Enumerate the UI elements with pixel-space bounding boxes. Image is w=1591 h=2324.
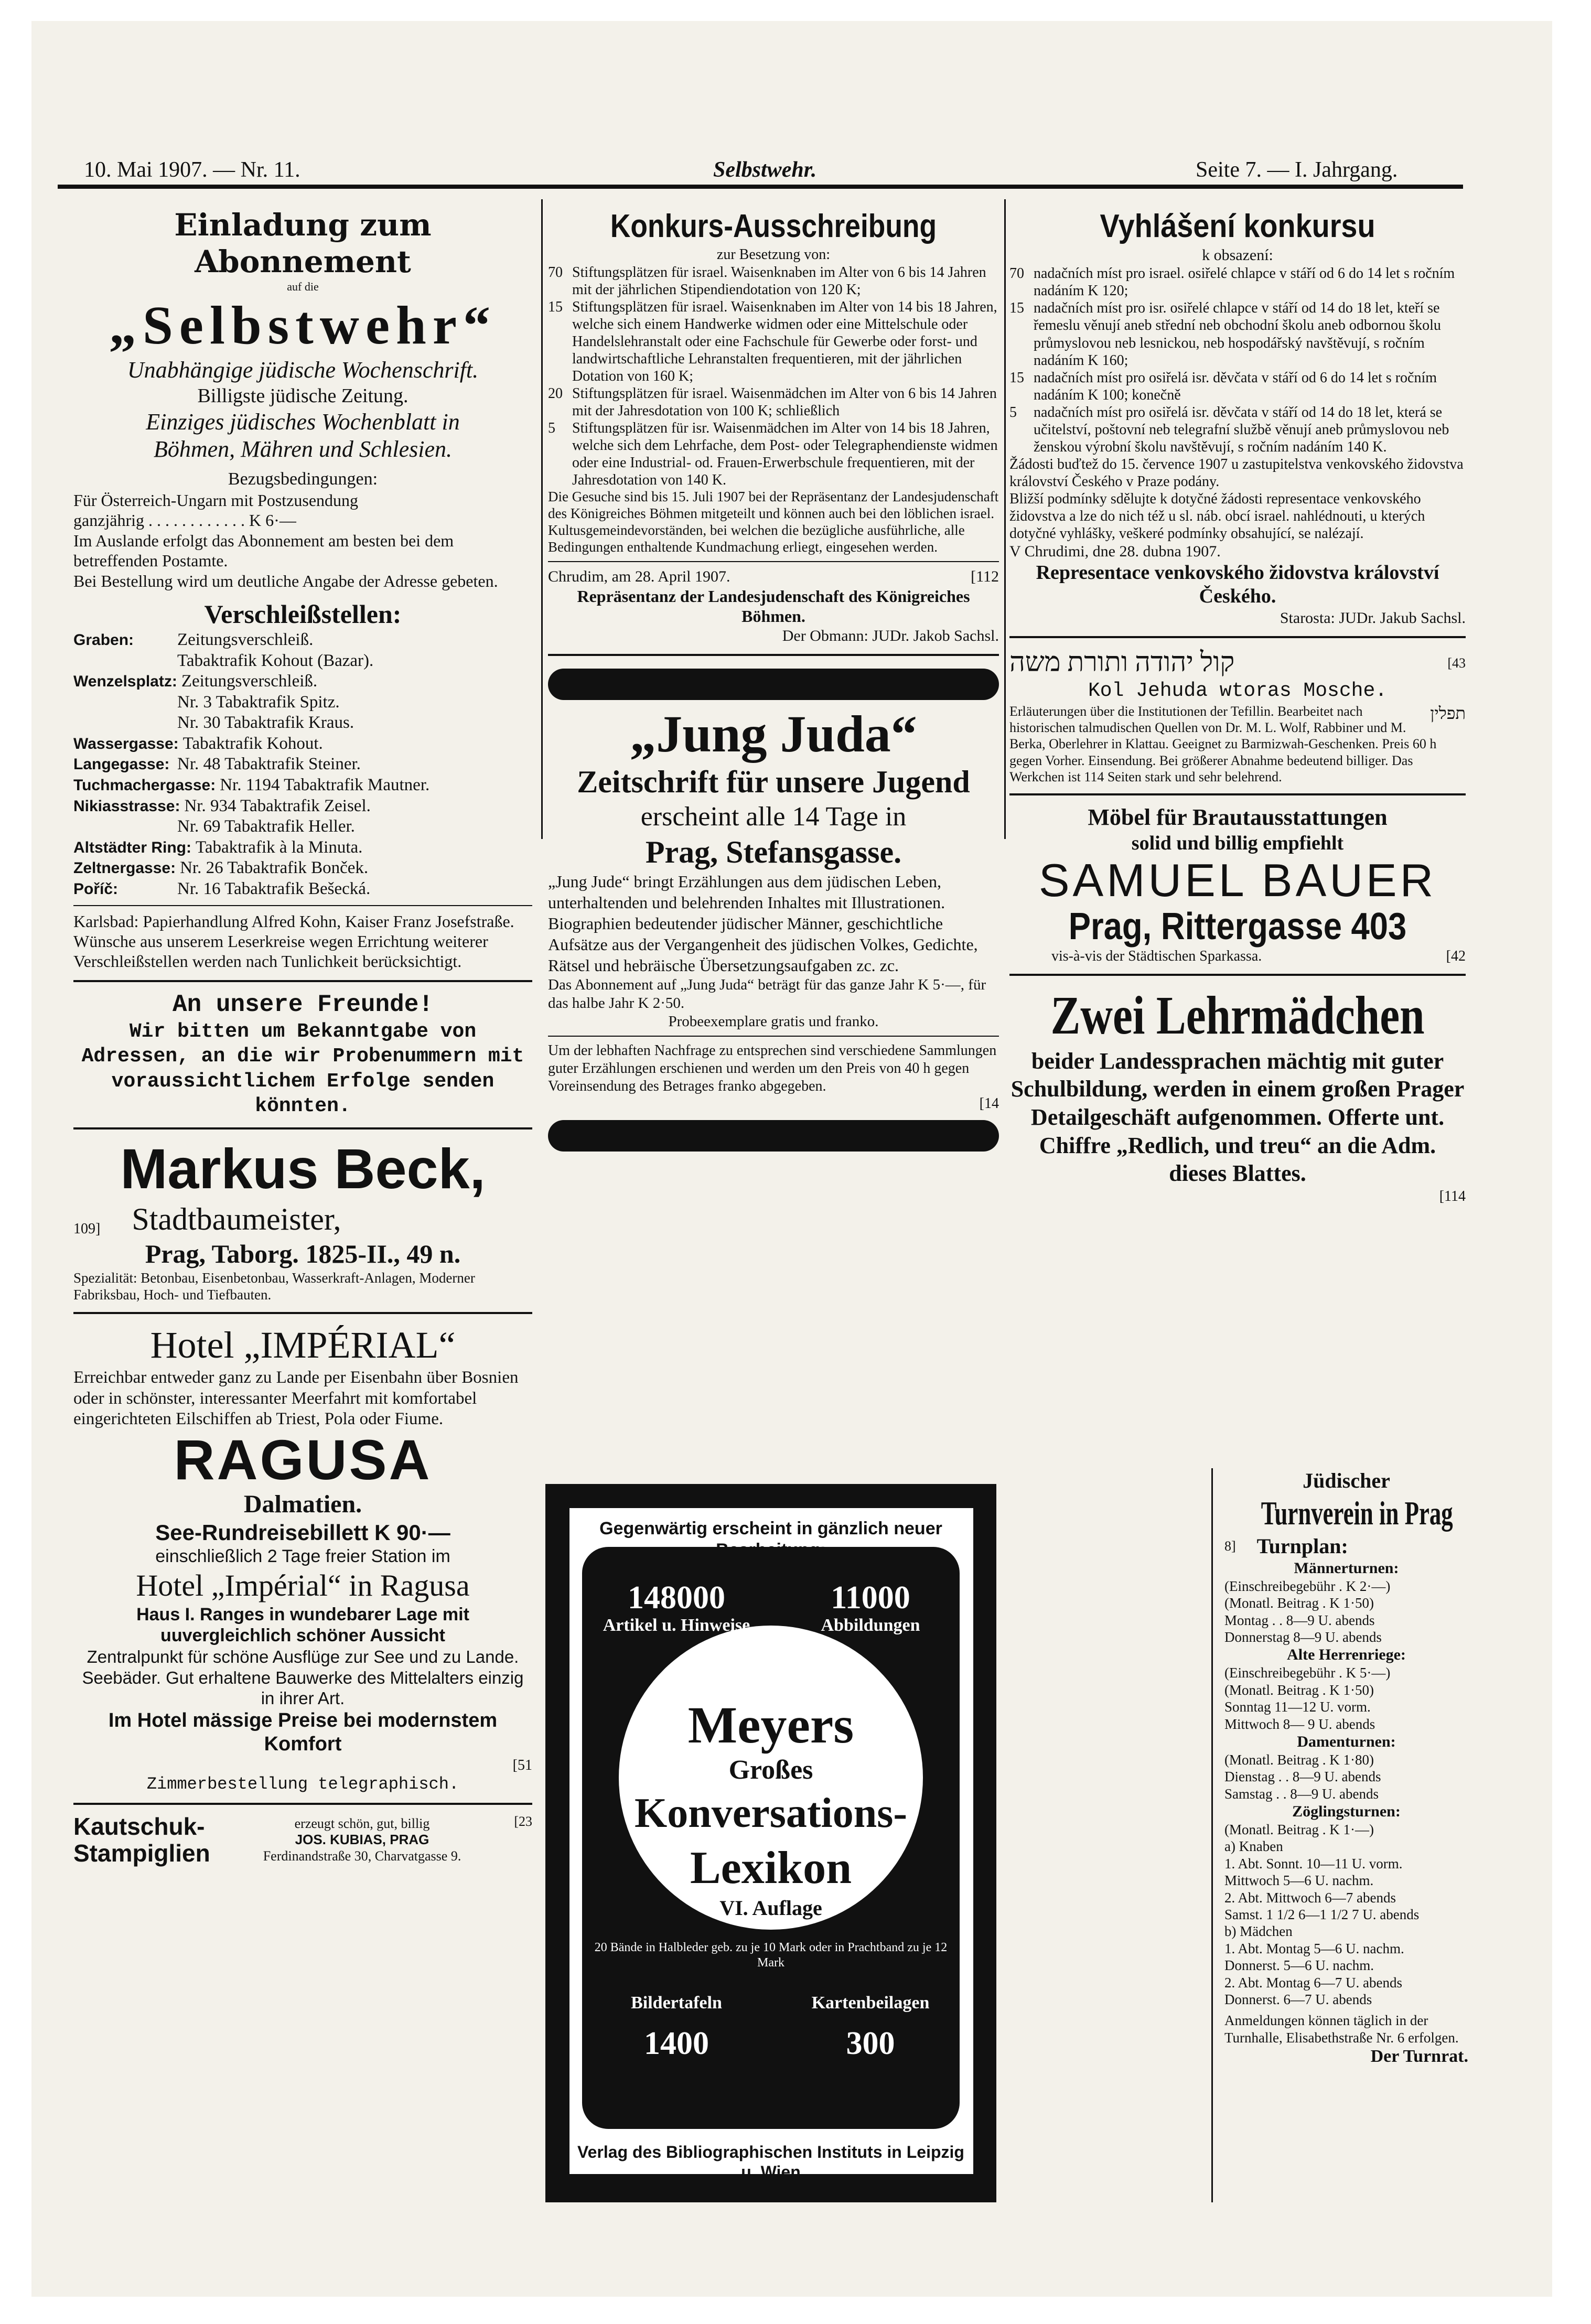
shop-street: Graben: — [73, 631, 134, 649]
vyhlaseni-list — [1009, 265, 1466, 455]
turn-plan: Turnplan: — [1256, 1534, 1348, 1558]
turn-maenner-rows — [1224, 1578, 1468, 1646]
schedule-row: (Einschreibegebühr . K 2·—) — [1224, 1578, 1391, 1594]
bauer-address: Prag, Rittergasse 403 — [1068, 906, 1407, 948]
meyers-n1b: Artikel u. Hinweise — [603, 1616, 750, 1635]
shop-row — [73, 879, 532, 900]
numbered-item — [548, 419, 999, 489]
jungjuda-probe: Probeexemplare gratis und franko. — [668, 1013, 879, 1030]
item-count: 5 — [548, 420, 555, 437]
column-divider-left — [541, 199, 543, 839]
page-header — [63, 157, 1468, 187]
item-count: 15 — [548, 299, 563, 316]
meyers-n3b: Bildertafeln — [631, 1993, 722, 2013]
bezug-line2: ganzjährig . . . . . . . . . . . . K 6·— — [73, 511, 296, 530]
kol-number: [43 — [1447, 655, 1466, 671]
konkurs-obmann: Der Obmann: JUDr. Jakob Sachsl. — [782, 627, 999, 644]
header-rule — [58, 185, 1463, 189]
header-date: 10. Mai 1907. — Nr. 11. — [84, 158, 300, 182]
einladung-line3: Einziges jüdisches Wochenblatt in — [146, 408, 460, 435]
shop-name: Tabaktrafik à la Minuta. — [196, 837, 363, 857]
jungjuda-number: [14 — [979, 1095, 999, 1112]
turn-title: Turnverein in Prag — [1261, 1494, 1453, 1532]
lehr-number: [114 — [1439, 1188, 1466, 1204]
schedule-row: Donnerstag 8—9 U. abends — [1224, 1629, 1382, 1645]
shop-row — [73, 671, 532, 692]
konkurs-sub: zur Besetzung von: — [716, 246, 831, 263]
item-count: 20 — [548, 385, 563, 402]
vyhlaseni-starosta: Starosta: JUDr. Jakub Sachsl. — [1280, 609, 1466, 627]
lehr-title: Zwei Lehrmädchen — [1050, 985, 1425, 1046]
beck-spec: Spezialität: Betonbau, Eisenbetonbau, Wasserkraft-Anlagen, Moderner Fabriksbau, Hoch- und Tiefbauten. — [73, 1269, 475, 1303]
jungjuda-line1: erscheint alle 14 Tage in — [640, 801, 907, 832]
jungjuda-title: „Jung Juda“ — [630, 704, 917, 763]
shop-row — [73, 858, 532, 879]
header-title: Selbstwehr. — [713, 158, 817, 182]
turn-alte: Alte Herrenriege: — [1287, 1646, 1406, 1664]
karlsbad-text: Karlsbad: Papierhandlung Alfred Kohn, Kaiser Franz Josefstraße. — [73, 911, 514, 931]
schedule-row: 1. Abt. Montag 5—6 U. nachm. — [1224, 1940, 1404, 1956]
shop-name: Tabaktrafik Kohout (Bazar). — [177, 651, 374, 670]
divider — [73, 905, 532, 906]
shop-name: Nr. 1194 Tabaktrafik Mautner. — [220, 776, 430, 795]
turn-anmeldung: Anmeldungen können täglich in der Turnhalle, Elisabethstraße Nr. 6 erfolgen. — [1224, 2013, 1459, 2046]
meyers-t3: Konversations- — [635, 1790, 907, 1836]
shop-row — [73, 713, 532, 734]
item-text: nadačních míst pro isr. osiřelé chlapce v stáří od 14 do 18 let, kteří se řemeslu věnují aneb střední neb obchodní školu aneb odbornou školu průmyslovou neb lesnickou, neb hospodářský navštěvují, s ročním nadáním K 160; — [1034, 300, 1441, 369]
jungjuda-sub: Zeitschrift für unsere Jugend — [577, 764, 970, 799]
item-count: 70 — [1009, 265, 1024, 282]
item-count: 15 — [1009, 369, 1024, 386]
turn-damen-rows — [1224, 1751, 1468, 1802]
item-text: Stiftungsplätzen für isr. Waisenmädchen im Alter von 14 bis 18 Jahren, welche sich dem Lehrfache, dem Post- oder Telegraphendienste widmen oder eine Industrial- od. Frauen-Erwerbschule frequentieren, mit der Jahresdotation von 140 K. — [572, 420, 998, 489]
meyers-n3: 1400 — [644, 2026, 709, 2061]
shop-name: Nr. 16 Tabaktrafik Bešecká. — [177, 879, 371, 899]
shop-row — [73, 796, 532, 817]
numbered-item — [1009, 404, 1466, 456]
konkurs-gesuche: Die Gesuche sind bis 15. Juli 1907 bei der Repräsentanz der Landesjudenschaft des Königreiches Böhmen mitgeteilt und können auch bei den löblichen israel. Kultusgemeindevorständen, bei welchen die bezügliche ausführliche, alle Bedingungen enthaltende Kundmachung erliegt, eingesehen werden. — [548, 489, 999, 555]
numbered-item — [1009, 265, 1466, 299]
vyhlaseni-zadosti: Žádosti buďtež do 15. července 1907 u zastupitelstva venkovského židovstva království Českého v Praze podány. — [1009, 456, 1464, 490]
ragusa-title: RAGUSA — [174, 1427, 432, 1491]
meyers-ring: 20 Bände in Halbleder geb. zu je 10 Mark oder in Prachtband zu je 12 Mark — [594, 1941, 948, 1970]
item-text: nadačních míst pro osiřelá isr. děvčata v stáří od 14 do 18 let, která se učitelství, poštovní neb telegrafní službě věnují aneb průmyslovou neb ženskou výrobní školu navštěvují, s ročním nadáním 140 K. — [1034, 404, 1449, 455]
shop-row — [73, 816, 532, 837]
einladung-line4: Böhmen, Mähren und Schlesien. — [153, 436, 452, 462]
shop-name: Zeitungsverschleiß. — [181, 672, 318, 691]
meyers-top: Gegenwärtig erscheint in gänzlich neuer — [599, 1519, 942, 1538]
divider — [548, 561, 999, 562]
shop-street: Nikiasstrasse: — [73, 797, 180, 815]
vyhlaseni-rep: Representace venkovského židovstva království Českého. — [1036, 561, 1439, 608]
numbered-item — [548, 385, 999, 419]
item-count: 5 — [1009, 404, 1017, 421]
meyers-t1: Meyers — [687, 1696, 854, 1754]
divider — [1009, 974, 1466, 976]
bauer-line2: solid und billig empfiehlt — [1131, 832, 1344, 854]
kol-hebrew-small: תפלין — [1430, 704, 1466, 723]
turn-zoeglinge: Zöglingsturnen: — [1292, 1803, 1401, 1821]
item-count: 70 — [548, 264, 563, 281]
shop-name: Zeitungsverschleiß. — [177, 630, 314, 649]
kol-title: Kol Jehuda wtoras Mosche. — [1088, 680, 1388, 703]
schedule-row: (Monatl. Beitrag . K 1·50) — [1224, 1595, 1374, 1611]
shop-street: Poříč: — [73, 880, 119, 898]
verschleiss-title: Verschleißstellen: — [204, 599, 402, 629]
schedule-row: 2. Abt. Mittwoch 6—7 abends — [1224, 1889, 1396, 1906]
hotel-zentral: Zentralpunkt für schöne Ausflüge zur See und zu Lande. Seebäder. Gut erhaltene Bauwerke des Mittelalters einzig in ihrer Art. — [82, 1647, 524, 1708]
shop-name: Nr. 26 Tabaktrafik Bonček. — [180, 858, 369, 878]
item-text: Stiftungsplätzen für israel. Waisenmädchen im Alter von 6 bis 14 Jahren mit der Jahresdotation von 100 K; schließlich — [572, 385, 997, 419]
vyhlaseni-place: V Chrudimi, dne 28. dubna 1907. — [1009, 542, 1221, 560]
numbered-item — [548, 264, 999, 298]
turn-number: 8] — [1224, 1538, 1236, 1554]
beck-name: Markus Beck, — [120, 1136, 486, 1200]
schedule-row: b) Mädchen — [1224, 1923, 1293, 1940]
shop-name: Nr. 934 Tabaktrafik Zeisel. — [184, 796, 371, 815]
kautschuk-text1: erzeugt schön, gut, billig — [294, 1815, 430, 1831]
schedule-row: (Monatl. Beitrag . K 1·—) — [1224, 1822, 1374, 1838]
meyers-n2: 11000 — [831, 1580, 910, 1616]
konkurs-title: Konkurs-Ausschreibung — [610, 208, 937, 244]
billett-label: See-Rundreisebillett K 90·— — [155, 1520, 450, 1545]
jungjuda-abo: Das Abonnement auf „Jung Juda“ beträgt für das ganze Jahr K 5·—, für das halbe Jahr K 2·50. — [548, 976, 986, 1012]
konkurs-list — [548, 264, 999, 489]
shop-row — [73, 754, 532, 775]
left-column — [73, 207, 532, 1866]
shop-street: Altstädter Ring: — [73, 838, 191, 856]
divider — [548, 654, 999, 656]
meyers-n1: 148000 — [628, 1580, 725, 1616]
shop-name: Nr. 3 Tabaktrafik Spitz. — [177, 692, 340, 712]
shop-street: Langegasse: — [73, 756, 170, 773]
hotel-preise: Im Hotel mässige Preise bei modernstem Komfort — [108, 1709, 498, 1756]
konkurs-place: Chrudim, am 28. April 1907. — [548, 567, 730, 585]
schedule-row: 2. Abt. Montag 6—7 U. abends — [1224, 1974, 1402, 1991]
dalmatien-label: Dalmatien. — [243, 1490, 362, 1519]
einladung-line1: Unabhängige jüdische Wochenschrift. — [127, 357, 479, 383]
bauer-number: [42 — [1446, 948, 1466, 965]
shop-row — [73, 775, 532, 796]
hotel-haus: Haus I. Ranges in wundebarer Lage mit uuvergleichlich schöner Aussicht — [136, 1604, 469, 1646]
header-page: Seite 7. — I. Jahrgang. — [1196, 158, 1398, 182]
beck-role: Stadtbaumeister, — [132, 1201, 341, 1236]
shop-row — [73, 692, 532, 713]
schedule-row: Montag . . 8—9 U. abends — [1224, 1612, 1375, 1628]
schedule-row: Donnerst. 5—6 U. nachm. — [1224, 1957, 1374, 1974]
hotel-text1: Erreichbar entweder ganz zu Lande per Eisenbahn über Bosnien oder in schönster, interessanter Meerfahrt mit komfortabel eingerichteten Eilschiffen ab Triest, Pola oder Fiume. — [73, 1368, 519, 1429]
bezug-line4: Bei Bestellung wird um deutliche Angabe der Adresse gebeten. — [73, 571, 498, 590]
numbered-item — [548, 298, 999, 385]
hotel-title: Hotel „IMPÉRIAL“ — [150, 1324, 456, 1366]
kautschuk-title1: Kautschuk- — [73, 1813, 205, 1841]
shop-row — [73, 630, 532, 651]
beck-number: 109] — [73, 1221, 101, 1238]
divider — [73, 980, 532, 982]
numbered-item — [1009, 299, 1466, 369]
jungjuda-line2: Prag, Stefansgasse. — [645, 835, 902, 869]
jungjuda-bottom-bar — [548, 1120, 999, 1152]
divider — [1009, 636, 1466, 638]
einschl-label: einschließlich 2 Tage freier Station im — [155, 1546, 450, 1567]
beck-address: Prag, Taborg. 1825-II., 49 n. — [145, 1239, 461, 1268]
turn-signature: Der Turnrat. — [1370, 2047, 1468, 2067]
shop-row — [73, 837, 532, 858]
shop-name: Nr. 30 Tabaktrafik Kraus. — [177, 713, 354, 733]
vyhlaseni-title: Vyhlášení konkursu — [1100, 208, 1375, 244]
divider — [1009, 793, 1466, 795]
turn-juedischer: Jüdischer — [1303, 1469, 1390, 1492]
hotel-ragusa-title: Hotel „Impérial“ in Ragusa — [136, 1568, 470, 1602]
schedule-row: Donnerst. 6—7 U. abends — [1224, 1992, 1372, 2007]
einladung-line2: Billigste jüdische Zeitung. — [197, 384, 408, 407]
verschleiss-list — [73, 630, 532, 900]
bauer-name: SAMUEL BAUER — [1038, 854, 1437, 907]
schedule-row: a) Knaben — [1224, 1838, 1283, 1855]
turnverein-divider — [1211, 1468, 1213, 2202]
divider — [548, 1036, 999, 1037]
jungjuda-nach: Um der lebhaften Nachfrage zu entsprechen sind verschiedene Sammlungen guter Erzählungen erschienen und werden um den Preis von 40 h gegen Voreinsendung des Betrages franko abgegeben. — [548, 1042, 997, 1094]
schedule-row: (Monatl. Beitrag . K 1·50) — [1224, 1682, 1374, 1698]
turn-damen: Damenturnen: — [1297, 1733, 1396, 1750]
shop-street: Tuchmachergasse: — [73, 777, 216, 794]
schedule-row: Dienstag . . 8—9 U. abends — [1224, 1769, 1381, 1785]
kautschuk-text3: Ferdinandstraße 30, Charvatgasse 9. — [263, 1848, 461, 1864]
bauer-vis: vis-à-vis der Städtischen Sparkassa. — [1051, 948, 1262, 965]
schedule-row: (Einschreibegebühr . K 5·—) — [1224, 1665, 1391, 1681]
schedule-row: Samst. 1 1/2 6—1 1/2 7 U. abends — [1224, 1907, 1420, 1923]
shop-street: Wenzelsplatz: — [73, 673, 177, 691]
meyers-n4: 300 — [846, 2026, 895, 2061]
bezug-title: Bezugsbedingungen: — [228, 469, 378, 489]
meyers-t4: Lexikon — [690, 1843, 852, 1893]
turn-maenner: Männerturnen: — [1294, 1559, 1399, 1577]
shop-name: Nr. 69 Tabaktrafik Heller. — [177, 817, 355, 836]
bauer-line1: Möbel für Brautausstattungen — [1088, 804, 1388, 830]
divider — [73, 1803, 532, 1805]
konkurs-number: [112 — [971, 567, 999, 585]
item-text: Stiftungsplätzen für israel. Waisenknaben im Alter von 6 bis 14 Jahren mit der jährlichen Stipendiendotation von 120 K; — [572, 264, 986, 298]
konkurs-rep: Repräsentanz der Landesjudenschaft des Königreiches Böhmen. — [577, 586, 970, 626]
meyers-bottom: Verlag des Bibliographischen Instituts in Leipzig u. Wien — [577, 2143, 964, 2182]
kautschuk-text2: JOS. KUBIAS, PRAG — [295, 1832, 429, 1848]
wuensche-text: Wünsche aus unserem Leserkreise wegen Errichtung weiterer Verschleißstellen werden nach Tunlichkeit berücksichtigt. — [73, 932, 488, 971]
selbstwehr-name: „Selbstwehr“ — [109, 295, 497, 356]
schedule-row: (Monatl. Beitrag . K 1·80) — [1224, 1751, 1374, 1768]
kautschuk-number: [23 — [514, 1814, 532, 1830]
turn-alte-rows — [1224, 1664, 1468, 1733]
bezug-line1: Für Österreich-Ungarn mit Postzusendung — [73, 490, 359, 510]
item-text: Stiftungsplätzen für israel. Waisenknaben im Alter von 14 bis 18 Jahren, welche sich einem Handwerke widmen oder eine Mittelschule oder Handelslehranstalt oder eine Fachschule für Gewerbe oder forst- und landwirtschaftliche Lehranstalten frequentieren, mit der jährlichen Dotation von 160 K; — [572, 299, 997, 385]
hotel-zimmer: Zimmerbestellung telegraphisch. — [146, 1774, 459, 1794]
vyhlaseni-sub: k obsazení: — [1202, 246, 1273, 264]
freunde-title: An unsere Freunde! — [173, 991, 433, 1018]
einladung-title: Einladung zum Abonnement — [174, 207, 432, 279]
lehr-text: beider Landessprachen mächtig mit guter Schulbildung, werden in einem großen Prager Detailgeschäft aufgenommen. Offerte unt. Chiffre „Redlich, und treu“ an die Adm. dieses Blattes. — [1010, 1048, 1465, 1187]
schedule-row: Mittwoch 5—6 U. nachm. — [1224, 1873, 1374, 1889]
shop-row — [73, 651, 532, 672]
meyers-n2b: Abbildungen — [821, 1616, 920, 1635]
middle-column — [548, 207, 999, 1152]
column-divider-right — [1004, 199, 1006, 839]
divider — [73, 1312, 532, 1314]
meyers-t2: Großes — [728, 1755, 813, 1785]
kol-text: Erläuterungen über die Institutionen der Tefillin. Bearbeitet nach historischen talmudischen Quellen von Dr. M. L. Wolf, Rabbiner und M. Berka, Oberlehrer in Klattau. Geeignet zu Barmizwah-Geschenken. Preis 60 h gegen Vorher. Einsendung. Bei größerer Abnahme bedeutend billiger. Das Werkchen ist 114 Seiten stark und sehr belehrend. — [1009, 704, 1437, 784]
jungjuda-text: „Jung Jude“ bringt Erzählungen aus dem jüdischen Leben, unterhaltenden und belehrenden Inhaltes mit Illustrationen. Biographien bedeutender jüdischer Männer, geschichtliche Aufsätze aus der Vergangenheit des jüdischen Volkes, Gedichte, Rätsel und hebräische Übersetzungsaufgaben zc. zc. — [548, 872, 978, 975]
schedule-row: Mittwoch 8— 9 U. abends — [1224, 1716, 1375, 1732]
numbered-item — [1009, 369, 1466, 404]
item-count: 15 — [1009, 300, 1024, 317]
meyers-n4b: Kartenbeilagen — [811, 1993, 930, 2013]
einladung-auf: auf die — [287, 280, 319, 294]
jungjuda-top-bar — [548, 669, 999, 700]
shop-name: Tabaktrafik Kohout. — [182, 734, 323, 753]
schedule-row: 1. Abt. Sonnt. 10—11 U. vorm. — [1224, 1855, 1403, 1871]
turnverein-box — [1224, 1468, 1468, 2068]
shop-street: Zeltnergasse: — [73, 859, 176, 877]
item-text: nadačních míst pro osiřelá isr. děvčata v stáří od 6 do 14 let s ročním nadáním K 100; konečně — [1034, 369, 1437, 403]
bezug-line3: Im Auslande erfolgt das Abonnement am besten bei dem betreffenden Postamte. — [73, 531, 454, 571]
freunde-text: Wir bitten um Bekanntgabe von Adressen, an die wir Probenummern mit voraussichtlichem Erfolge senden könnten. — [81, 1020, 524, 1118]
schedule-row: Samstag . . 8—9 U. abends — [1224, 1785, 1379, 1802]
turn-zoeglinge-rows — [1224, 1821, 1468, 2008]
right-column — [1009, 207, 1466, 1206]
shop-row — [73, 734, 532, 755]
meyers-t5: VI. Auflage — [719, 1896, 822, 1920]
vyhlaseni-blizsi: Bližší podmínky sdělujte k dotyčné žádosti representace venkovského židovstva a lze do nich též u sl. náb. obcí israel. nahlédnouti, u kterých dotyčné vyhlášky, veškeré podmínky obsahující, se nalézají. — [1009, 490, 1425, 542]
shop-street: Wassergasse: — [73, 735, 179, 752]
schedule-row: Sonntag 11—12 U. vorm. — [1224, 1699, 1371, 1715]
hotel-number: [51 — [512, 1757, 532, 1774]
kol-hebrew: קול יהודה ותורת משה — [1009, 648, 1235, 678]
shop-name: Nr. 48 Tabaktrafik Steiner. — [177, 755, 361, 774]
kautschuk-title2: Stampiglien — [73, 1839, 210, 1867]
item-text: nadačních míst pro israel. osiřelé chlapce v stáří od 6 do 14 let s ročním nadáním K 120; — [1034, 265, 1455, 299]
divider — [73, 1127, 532, 1129]
